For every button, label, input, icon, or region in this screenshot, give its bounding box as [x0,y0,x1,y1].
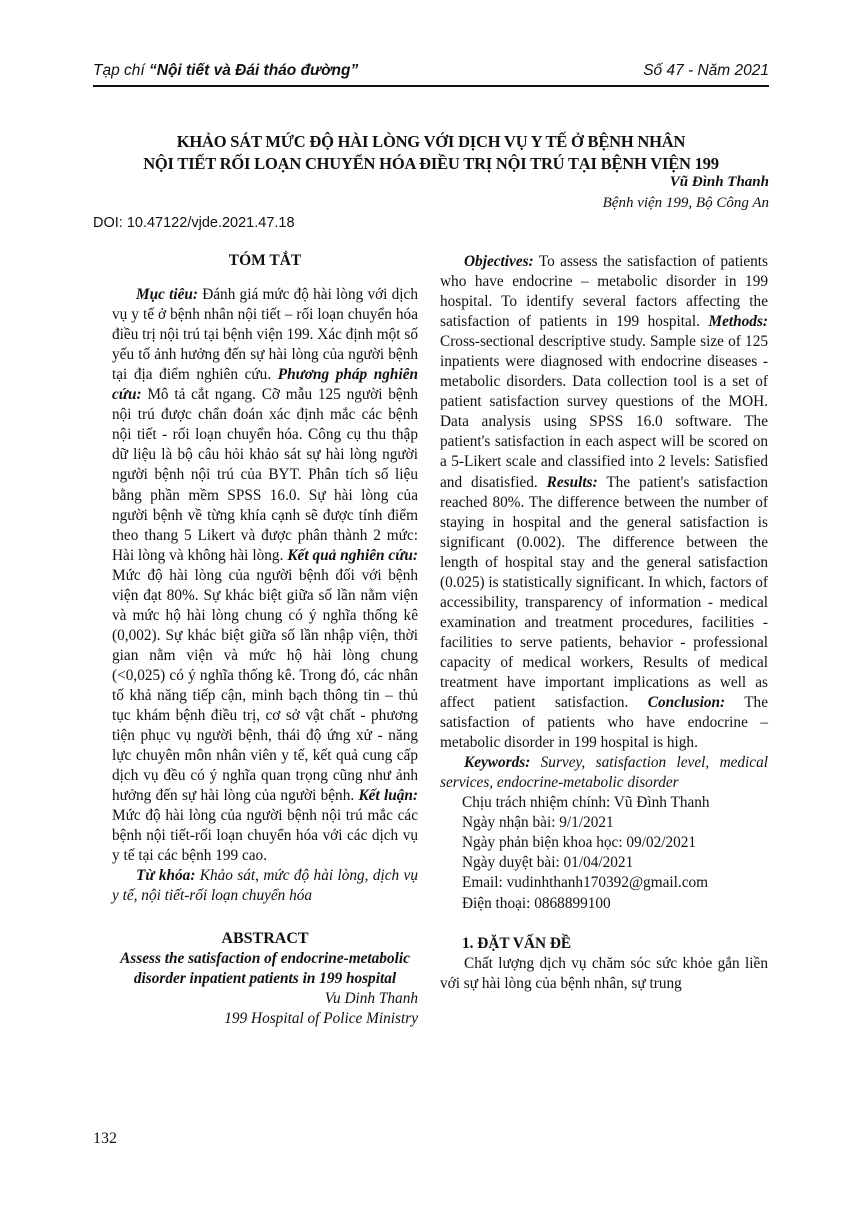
title-line-1: KHẢO SÁT MỨC ĐỘ HÀI LÒNG VỚI DỊCH VỤ Y TẾ Ở BỆNH NHÂN [176,132,686,151]
text-objectives: To assess the satisfaction of patients who have endocrine – metabolic disorder in 199 hospital. To identify several factors affecting the satisfaction of patients in 199 hospital. [440,253,768,331]
right-column [440,252,768,994]
label-ppnc: Phương pháp nghiên cứu: [112,366,418,404]
phone: Điện thoại: 0868899100 [462,894,611,912]
abstract-heading: ABSTRACT [221,929,309,947]
abstract-title: Assess the satisfaction of endocrine-metabolic disorder inpatient patients in 199 hospital [120,949,410,987]
journal-name: “Nội tiết và Đái tháo đường” [149,62,359,79]
label-tu-khoa: Từ khóa: [136,867,196,885]
review-date: Ngày phản biện khoa học: 09/02/2021 [462,834,697,852]
journal-prefix: Tạp chí [93,62,149,79]
header-rule [93,85,769,87]
article-title [93,131,769,175]
tomtat-keywords [112,866,418,906]
abstract-paragraph [440,252,768,753]
email[interactable]: Email: vudinhthanh170392@gmail.com [462,874,709,892]
text-muc-tieu: Đánh giá mức độ hài lòng với dịch vụ y tế ở bệnh nhân nội tiết – rối loạn chuyển hóa điều trị nội trú tại bệnh viện 199. Xác định một số yếu tố ảnh hưởng đến sự hài lòng của người bệnh tại địa điểm nghiên cứu. [112,286,418,384]
text-ppnc: Mô tả cắt ngang. Cỡ mẫu 125 người bệnh nội trú được chẩn đoán xác định mắc các bệnh nội tiết - rối loạn chuyển hóa. Công cụ thu thập dữ liệu là bộ câu hỏi khảo sát sự hài lòng người người bệnh nội trú của BYT. Phân tích số liệu bằng phần mềm SPSS 16.0. Sự hài lòng của người bệnh về từng khía cạnh sẽ được tính điểm theo thang 5 Likert và được phân thành 2 mức: Hài lòng và không hài lòng. [112,386,418,564]
abstract-keywords [440,753,768,793]
tomtat-paragraph [112,285,418,866]
article-info [440,793,768,913]
left-column [112,251,418,1029]
text-ket-luan: Mức độ hài lòng của người bệnh nội trú mắc các bệnh nội tiết-rối loạn chuyển hóa với các dịch vụ y tế tại các bệnh 199 cao. [112,807,418,865]
received-date: Ngày nhận bài: 9/1/2021 [462,814,614,832]
label-ket-luan: Kết luận: [358,787,418,805]
abstract-author: Vu Dinh Thanh [324,989,418,1007]
page-number: 132 [93,1130,117,1147]
label-results: Results: [546,473,598,491]
title-line-2: NỘI TIẾT RỐI LOẠN CHUYỂN HÓA ĐIỀU TRỊ NỘI TRÚ TẠI BỆNH VIỆN 199 [143,154,719,173]
abstract-affiliation: 199 Hospital of Police Ministry [224,1009,418,1027]
text-keywords: Survey, satisfaction level, medical services, endocrine-metabolic disorder [440,754,768,792]
label-methods: Methods: [708,313,768,331]
label-conclusion: Conclusion: [647,694,726,712]
issue-label: Số 47 - Năm 2021 [643,62,769,79]
label-muc-tieu: Mục tiêu: [136,286,198,304]
text-conclusion: The satisfaction of patients who have endocrine – metabolic disorder in 199 hospital is high. [440,694,768,752]
running-header [93,62,769,80]
label-objectives: Objectives: [464,253,534,270]
text-tu-khoa: Khảo sát, mức độ hài lòng, dịch vụ y tế, nội tiết-rối loạn chuyển hóa [112,867,418,905]
responsible-author: Chịu trách nhiệm chính: Vũ Đình Thanh [462,794,710,812]
section-1-heading: 1. ĐẶT VẤN ĐỀ [462,934,572,952]
section-1-text: Chất lượng dịch vụ chăm sóc sức khỏe gắn liền với sự hài lòng của bệnh nhân, sự trung [440,954,768,992]
approval-date: Ngày duyệt bài: 01/04/2021 [462,854,634,872]
text-ket-qua: Mức độ hài lòng của người bệnh đối với bệnh viện đạt 80%. Sự khác biệt giữa số lần nằm viện và mức hộ hài lòng chung có ý nghĩa thống kê (0,002). Sự khác biệt giữa số lần nhập viện, thời gian nằm viện và mức hộ hài lòng chung (<0,025) có ý nghĩa thống kê. Trong đó, các nhân tố khả năng tiếp cận, minh bạch thông tin – thủ tục khám bệnh điều trị, cơ sở vật chất - phương tiện phục vụ người bệnh, thái độ ứng xử - năng lực chuyên môn nhân viên y tế, kết quả cung cấp dịch vụ đều có ý nghĩa quan trọng cũng như ảnh hưởng đến sự hài lòng của người bệnh. [112,566,418,805]
text-results: The patient's satisfaction reached 80%. The difference between the number of staying in hospital and the general satisfaction is significant (0.002). The difference between the length of hospital stay and the general satisfaction (0.025) is statistically significant. In which, factors of accessibility, transparency of information - medical examination and treatment procedures, facilities - facilities to serve patients, behavior - professional capacity of medical workers, Results of medical treatment have important implications as well as affect patient satisfaction. [440,473,768,712]
doi[interactable]: DOI: 10.47122/vjde.2021.47.18 [93,215,295,231]
author: Vũ Đình Thanh [669,174,769,190]
text-methods: Cross-sectional descriptive study. Sample size of 125 inpatients were diagnosed with endocrine diseases - metabolic disorders. Data collection tool is a set of patient satisfaction survey questions of the MOH. Data analysis using SPSS 16.0 software. The patient's satisfaction in each aspect will be scored on a 5-Likert scale and classified into 2 levels: Satisfied and disatisfied. [440,333,768,491]
label-keywords: Keywords: [464,754,531,772]
affiliation: Bệnh viện 199, Bộ Công An [602,195,769,211]
label-ket-qua: Kết quả nghiên cứu: [287,546,418,564]
tomtat-heading: TÓM TẮT [228,252,302,269]
